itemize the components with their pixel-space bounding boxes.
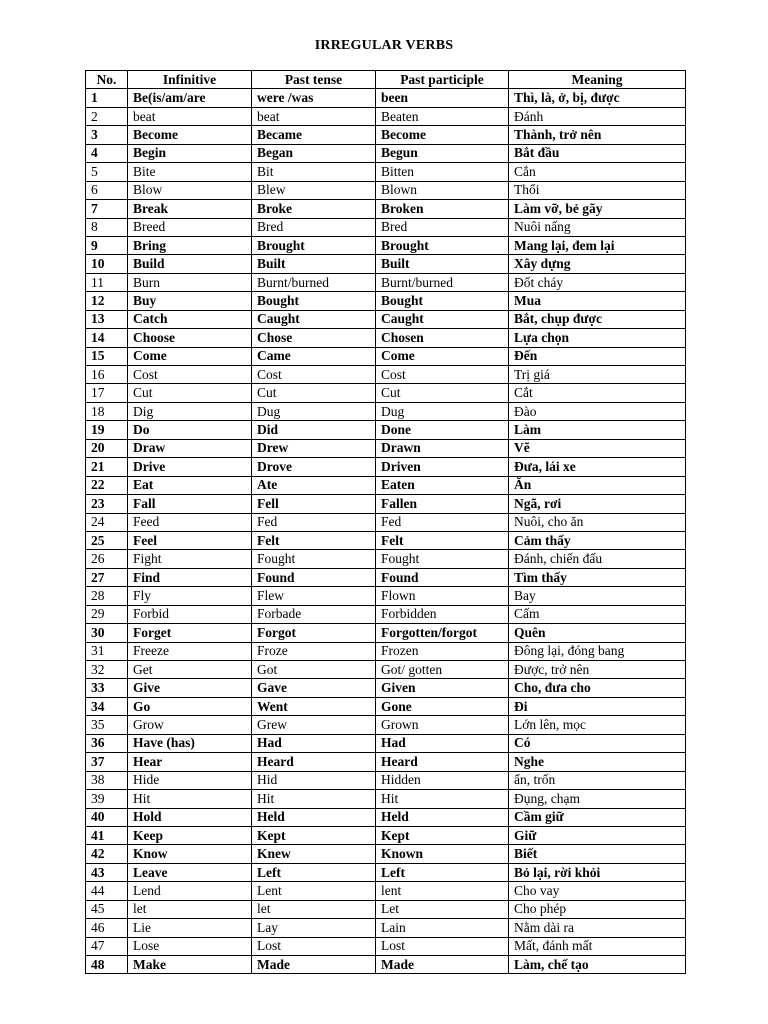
- cell-no: 18: [86, 402, 128, 420]
- cell-past-tense: were /was: [252, 89, 376, 107]
- cell-no: 34: [86, 697, 128, 715]
- cell-no: 43: [86, 863, 128, 881]
- cell-no: 9: [86, 236, 128, 254]
- cell-meaning: ẩn, trốn: [509, 771, 686, 789]
- cell-infinitive: Break: [128, 200, 252, 218]
- cell-past-participle: Lain: [376, 919, 509, 937]
- cell-infinitive: Lose: [128, 937, 252, 955]
- cell-no: 8: [86, 218, 128, 236]
- table-row: [86, 329, 686, 347]
- cell-no: 16: [86, 366, 128, 384]
- cell-past-participle: Made: [376, 956, 509, 974]
- cell-meaning: Đụng, chạm: [509, 790, 686, 808]
- cell-past-participle: been: [376, 89, 509, 107]
- cell-past-participle: Known: [376, 845, 509, 863]
- cell-past-tense: Forgot: [252, 624, 376, 642]
- cell-meaning: Làm: [509, 421, 686, 439]
- table-row: [86, 513, 686, 531]
- page-title: IRREGULAR VERBS: [314, 38, 454, 53]
- cell-meaning: Đốt cháy: [509, 273, 686, 291]
- cell-no: 38: [86, 771, 128, 789]
- table-row: [86, 734, 686, 752]
- cell-no: 33: [86, 679, 128, 697]
- cell-past-tense: Broke: [252, 200, 376, 218]
- cell-past-tense: Fell: [252, 495, 376, 513]
- cell-infinitive: Feed: [128, 513, 252, 531]
- cell-past-participle: Hit: [376, 790, 509, 808]
- table-row: [86, 550, 686, 568]
- cell-past-participle: Felt: [376, 531, 509, 549]
- cell-past-tense: Began: [252, 144, 376, 162]
- cell-no: 45: [86, 900, 128, 918]
- cell-past-tense: Knew: [252, 845, 376, 863]
- cell-past-participle: Bought: [376, 292, 509, 310]
- cell-no: 40: [86, 808, 128, 826]
- table-row: [86, 218, 686, 236]
- cell-past-participle: Heard: [376, 753, 509, 771]
- cell-meaning: Lựa chọn: [509, 329, 686, 347]
- cell-past-participle: Flown: [376, 587, 509, 605]
- cell-meaning: Nuôi, cho ăn: [509, 513, 686, 531]
- cell-meaning: Đào: [509, 402, 686, 420]
- cell-meaning: Cho vay: [509, 882, 686, 900]
- cell-infinitive: Get: [128, 661, 252, 679]
- cell-past-tense: Ate: [252, 476, 376, 494]
- cell-infinitive: Build: [128, 255, 252, 273]
- table-row: [86, 402, 686, 420]
- table-row: [86, 531, 686, 549]
- cell-past-participle: Done: [376, 421, 509, 439]
- cell-no: 31: [86, 642, 128, 660]
- cell-infinitive: Find: [128, 568, 252, 586]
- table-row: [86, 753, 686, 771]
- cell-past-tense: Got: [252, 661, 376, 679]
- cell-infinitive: Begin: [128, 144, 252, 162]
- table-row: [86, 568, 686, 586]
- cell-past-tense: Drove: [252, 458, 376, 476]
- cell-past-participle: Drawn: [376, 439, 509, 457]
- table-row: [86, 347, 686, 365]
- cell-meaning: Mang lại, đem lại: [509, 236, 686, 254]
- cell-past-participle: Found: [376, 568, 509, 586]
- cell-meaning: Đánh, chiến đấu: [509, 550, 686, 568]
- cell-past-participle: Hidden: [376, 771, 509, 789]
- cell-infinitive: Hit: [128, 790, 252, 808]
- table-row: [86, 126, 686, 144]
- cell-past-participle: Gone: [376, 697, 509, 715]
- cell-no: 36: [86, 734, 128, 752]
- cell-no: 47: [86, 937, 128, 955]
- cell-no: 22: [86, 476, 128, 494]
- header-no: No.: [86, 71, 128, 89]
- cell-past-participle: Held: [376, 808, 509, 826]
- cell-past-participle: Become: [376, 126, 509, 144]
- cell-past-participle: Caught: [376, 310, 509, 328]
- cell-no: 19: [86, 421, 128, 439]
- cell-infinitive: Keep: [128, 826, 252, 844]
- cell-past-tense: Found: [252, 568, 376, 586]
- table-row: [86, 790, 686, 808]
- cell-no: 29: [86, 605, 128, 623]
- cell-past-participle: Forbidden: [376, 605, 509, 623]
- cell-no: 48: [86, 956, 128, 974]
- cell-meaning: Thì, là, ở, bị, được: [509, 89, 686, 107]
- cell-past-participle: Cut: [376, 384, 509, 402]
- cell-infinitive: Draw: [128, 439, 252, 457]
- cell-past-participle: Kept: [376, 826, 509, 844]
- cell-past-participle: Chosen: [376, 329, 509, 347]
- cell-past-participle: Come: [376, 347, 509, 365]
- table-row: [86, 236, 686, 254]
- cell-past-participle: Dug: [376, 402, 509, 420]
- cell-meaning: Biết: [509, 845, 686, 863]
- cell-no: 21: [86, 458, 128, 476]
- cell-meaning: Làm vỡ, bẻ gãy: [509, 200, 686, 218]
- cell-past-tense: Dug: [252, 402, 376, 420]
- table-row: [86, 144, 686, 162]
- table-row: [86, 642, 686, 660]
- cell-meaning: Đưa, lái xe: [509, 458, 686, 476]
- cell-past-participle: Driven: [376, 458, 509, 476]
- table-row: [86, 89, 686, 107]
- table-row: [86, 900, 686, 918]
- cell-infinitive: Bite: [128, 163, 252, 181]
- cell-meaning: Mua: [509, 292, 686, 310]
- cell-meaning: Ăn: [509, 476, 686, 494]
- cell-infinitive: beat: [128, 107, 252, 125]
- table-row: [86, 956, 686, 974]
- cell-infinitive: Hear: [128, 753, 252, 771]
- cell-meaning: Ngã, rơi: [509, 495, 686, 513]
- cell-past-tense: Cut: [252, 384, 376, 402]
- table-row: [86, 163, 686, 181]
- cell-past-participle: Left: [376, 863, 509, 881]
- table-row: [86, 679, 686, 697]
- cell-past-participle: Burnt/burned: [376, 273, 509, 291]
- cell-past-participle: Built: [376, 255, 509, 273]
- cell-past-tense: Forbade: [252, 605, 376, 623]
- cell-infinitive: Lie: [128, 919, 252, 937]
- cell-no: 17: [86, 384, 128, 402]
- cell-no: 11: [86, 273, 128, 291]
- table-row: [86, 495, 686, 513]
- cell-infinitive: Fly: [128, 587, 252, 605]
- cell-no: 3: [86, 126, 128, 144]
- cell-meaning: Cảm thấy: [509, 531, 686, 549]
- cell-infinitive: Cut: [128, 384, 252, 402]
- cell-meaning: Trị giá: [509, 366, 686, 384]
- cell-meaning: Cấm: [509, 605, 686, 623]
- table-row: [86, 384, 686, 402]
- header-past-participle: Past participle: [376, 71, 509, 89]
- cell-meaning: Làm, chế tạo: [509, 956, 686, 974]
- cell-no: 7: [86, 200, 128, 218]
- table-row: [86, 476, 686, 494]
- header-infinitive: Infinitive: [128, 71, 252, 89]
- table-row: [86, 255, 686, 273]
- cell-infinitive: Leave: [128, 863, 252, 881]
- cell-no: 23: [86, 495, 128, 513]
- cell-no: 15: [86, 347, 128, 365]
- table-row: [86, 863, 686, 881]
- cell-infinitive: Forget: [128, 624, 252, 642]
- header-meaning: Meaning: [509, 71, 686, 89]
- cell-past-tense: Lost: [252, 937, 376, 955]
- cell-past-participle: Blown: [376, 181, 509, 199]
- cell-past-tense: Flew: [252, 587, 376, 605]
- cell-infinitive: Feel: [128, 531, 252, 549]
- cell-meaning: Có: [509, 734, 686, 752]
- cell-no: 4: [86, 144, 128, 162]
- cell-past-participle: Got/ gotten: [376, 661, 509, 679]
- cell-no: 5: [86, 163, 128, 181]
- cell-no: 35: [86, 716, 128, 734]
- cell-past-participle: Bred: [376, 218, 509, 236]
- cell-no: 24: [86, 513, 128, 531]
- cell-no: 10: [86, 255, 128, 273]
- cell-past-participle: Had: [376, 734, 509, 752]
- cell-infinitive: Do: [128, 421, 252, 439]
- cell-infinitive: Cost: [128, 366, 252, 384]
- cell-past-tense: Felt: [252, 531, 376, 549]
- cell-infinitive: Be(is/am/are: [128, 89, 252, 107]
- cell-infinitive: Forbid: [128, 605, 252, 623]
- table-row: [86, 107, 686, 125]
- cell-past-tense: Chose: [252, 329, 376, 347]
- cell-no: 25: [86, 531, 128, 549]
- cell-no: 42: [86, 845, 128, 863]
- cell-infinitive: Lend: [128, 882, 252, 900]
- cell-past-participle: Let: [376, 900, 509, 918]
- cell-no: 13: [86, 310, 128, 328]
- cell-past-tense: Hid: [252, 771, 376, 789]
- cell-meaning: Cho, đưa cho: [509, 679, 686, 697]
- cell-no: 44: [86, 882, 128, 900]
- cell-infinitive: Make: [128, 956, 252, 974]
- cell-past-tense: Kept: [252, 826, 376, 844]
- cell-infinitive: Choose: [128, 329, 252, 347]
- cell-past-participle: Forgotten/forgot: [376, 624, 509, 642]
- cell-past-tense: Heard: [252, 753, 376, 771]
- table-body: [86, 89, 686, 974]
- cell-no: 41: [86, 826, 128, 844]
- cell-meaning: Giữ: [509, 826, 686, 844]
- cell-meaning: Bắt đầu: [509, 144, 686, 162]
- cell-past-tense: beat: [252, 107, 376, 125]
- cell-past-tense: Went: [252, 697, 376, 715]
- cell-past-tense: Built: [252, 255, 376, 273]
- table-row: [86, 273, 686, 291]
- table-row: [86, 200, 686, 218]
- table-row: [86, 624, 686, 642]
- cell-past-participle: Eaten: [376, 476, 509, 494]
- cell-meaning: Tìm thấy: [509, 568, 686, 586]
- cell-past-participle: Fed: [376, 513, 509, 531]
- cell-infinitive: Breed: [128, 218, 252, 236]
- table-row: [86, 826, 686, 844]
- cell-meaning: Thổi: [509, 181, 686, 199]
- cell-past-tense: Brought: [252, 236, 376, 254]
- cell-infinitive: Drive: [128, 458, 252, 476]
- table-row: [86, 421, 686, 439]
- cell-past-tense: let: [252, 900, 376, 918]
- cell-meaning: Bắt, chụp được: [509, 310, 686, 328]
- cell-meaning: Cắn: [509, 163, 686, 181]
- cell-past-tense: Had: [252, 734, 376, 752]
- table-row: [86, 439, 686, 457]
- cell-meaning: Xây dựng: [509, 255, 686, 273]
- cell-past-participle: Fought: [376, 550, 509, 568]
- table-row: [86, 310, 686, 328]
- cell-no: 1: [86, 89, 128, 107]
- cell-past-participle: Cost: [376, 366, 509, 384]
- cell-infinitive: Grow: [128, 716, 252, 734]
- table-row: [86, 181, 686, 199]
- table-row: [86, 587, 686, 605]
- cell-infinitive: Have (has): [128, 734, 252, 752]
- table-row: [86, 919, 686, 937]
- cell-past-participle: Brought: [376, 236, 509, 254]
- cell-no: 27: [86, 568, 128, 586]
- cell-no: 2: [86, 107, 128, 125]
- cell-past-tense: Grew: [252, 716, 376, 734]
- cell-no: 39: [86, 790, 128, 808]
- irregular-verbs-table: [85, 70, 686, 974]
- cell-infinitive: Fall: [128, 495, 252, 513]
- table-row: [86, 605, 686, 623]
- cell-infinitive: let: [128, 900, 252, 918]
- cell-infinitive: Give: [128, 679, 252, 697]
- table-row: [86, 292, 686, 310]
- cell-infinitive: Burn: [128, 273, 252, 291]
- cell-meaning: Được, trở nên: [509, 661, 686, 679]
- cell-past-participle: Broken: [376, 200, 509, 218]
- cell-past-tense: Fought: [252, 550, 376, 568]
- cell-infinitive: Know: [128, 845, 252, 863]
- cell-meaning: Nghe: [509, 753, 686, 771]
- cell-meaning: Nuôi nấng: [509, 218, 686, 236]
- cell-no: 26: [86, 550, 128, 568]
- cell-infinitive: Buy: [128, 292, 252, 310]
- cell-past-tense: Lay: [252, 919, 376, 937]
- cell-infinitive: Come: [128, 347, 252, 365]
- cell-no: 30: [86, 624, 128, 642]
- cell-past-participle: Given: [376, 679, 509, 697]
- cell-past-participle: Fallen: [376, 495, 509, 513]
- cell-meaning: Cho phép: [509, 900, 686, 918]
- cell-meaning: Nằm dài ra: [509, 919, 686, 937]
- header-past-tense: Past tense: [252, 71, 376, 89]
- cell-no: 32: [86, 661, 128, 679]
- table-header-row: [86, 71, 686, 89]
- cell-meaning: Quên: [509, 624, 686, 642]
- cell-past-tense: Bit: [252, 163, 376, 181]
- cell-past-tense: Drew: [252, 439, 376, 457]
- cell-infinitive: Fight: [128, 550, 252, 568]
- cell-meaning: Bay: [509, 587, 686, 605]
- cell-infinitive: Go: [128, 697, 252, 715]
- cell-no: 37: [86, 753, 128, 771]
- cell-meaning: Đánh: [509, 107, 686, 125]
- table-row: [86, 716, 686, 734]
- cell-past-tense: Hit: [252, 790, 376, 808]
- cell-past-participle: Grown: [376, 716, 509, 734]
- cell-infinitive: Blow: [128, 181, 252, 199]
- cell-meaning: Mất, đánh mất: [509, 937, 686, 955]
- cell-past-participle: Beaten: [376, 107, 509, 125]
- table-row: [86, 882, 686, 900]
- cell-past-tense: Cost: [252, 366, 376, 384]
- cell-past-participle: Bitten: [376, 163, 509, 181]
- cell-meaning: Cắt: [509, 384, 686, 402]
- cell-past-tense: Bought: [252, 292, 376, 310]
- cell-past-tense: Froze: [252, 642, 376, 660]
- cell-no: 20: [86, 439, 128, 457]
- cell-meaning: Đi: [509, 697, 686, 715]
- cell-no: 46: [86, 919, 128, 937]
- cell-past-tense: Burnt/burned: [252, 273, 376, 291]
- cell-past-tense: Came: [252, 347, 376, 365]
- cell-infinitive: Bring: [128, 236, 252, 254]
- cell-meaning: Đông lại, đóng bang: [509, 642, 686, 660]
- cell-past-tense: Became: [252, 126, 376, 144]
- cell-infinitive: Catch: [128, 310, 252, 328]
- cell-past-participle: Lost: [376, 937, 509, 955]
- cell-past-tense: Fed: [252, 513, 376, 531]
- cell-infinitive: Eat: [128, 476, 252, 494]
- cell-past-tense: Blew: [252, 181, 376, 199]
- cell-no: 12: [86, 292, 128, 310]
- cell-meaning: Cầm giữ: [509, 808, 686, 826]
- cell-meaning: Bỏ lại, rời khỏi: [509, 863, 686, 881]
- cell-past-tense: Bred: [252, 218, 376, 236]
- cell-no: 14: [86, 329, 128, 347]
- table-row: [86, 661, 686, 679]
- cell-infinitive: Hide: [128, 771, 252, 789]
- cell-past-tense: Held: [252, 808, 376, 826]
- cell-meaning: Thành, trở nên: [509, 126, 686, 144]
- cell-infinitive: Become: [128, 126, 252, 144]
- cell-meaning: Lớn lên, mọc: [509, 716, 686, 734]
- table-row: [86, 771, 686, 789]
- cell-past-participle: Frozen: [376, 642, 509, 660]
- table-row: [86, 937, 686, 955]
- table-row: [86, 845, 686, 863]
- table-row: [86, 458, 686, 476]
- cell-past-tense: Caught: [252, 310, 376, 328]
- cell-infinitive: Dig: [128, 402, 252, 420]
- cell-meaning: Đến: [509, 347, 686, 365]
- cell-past-tense: Lent: [252, 882, 376, 900]
- cell-no: 28: [86, 587, 128, 605]
- cell-past-participle: lent: [376, 882, 509, 900]
- table-row: [86, 697, 686, 715]
- cell-meaning: Vẽ: [509, 439, 686, 457]
- cell-past-tense: Made: [252, 956, 376, 974]
- cell-past-tense: Left: [252, 863, 376, 881]
- cell-past-tense: Did: [252, 421, 376, 439]
- cell-infinitive: Freeze: [128, 642, 252, 660]
- cell-infinitive: Hold: [128, 808, 252, 826]
- cell-past-participle: Begun: [376, 144, 509, 162]
- cell-past-tense: Gave: [252, 679, 376, 697]
- table-row: [86, 366, 686, 384]
- table-row: [86, 808, 686, 826]
- cell-no: 6: [86, 181, 128, 199]
